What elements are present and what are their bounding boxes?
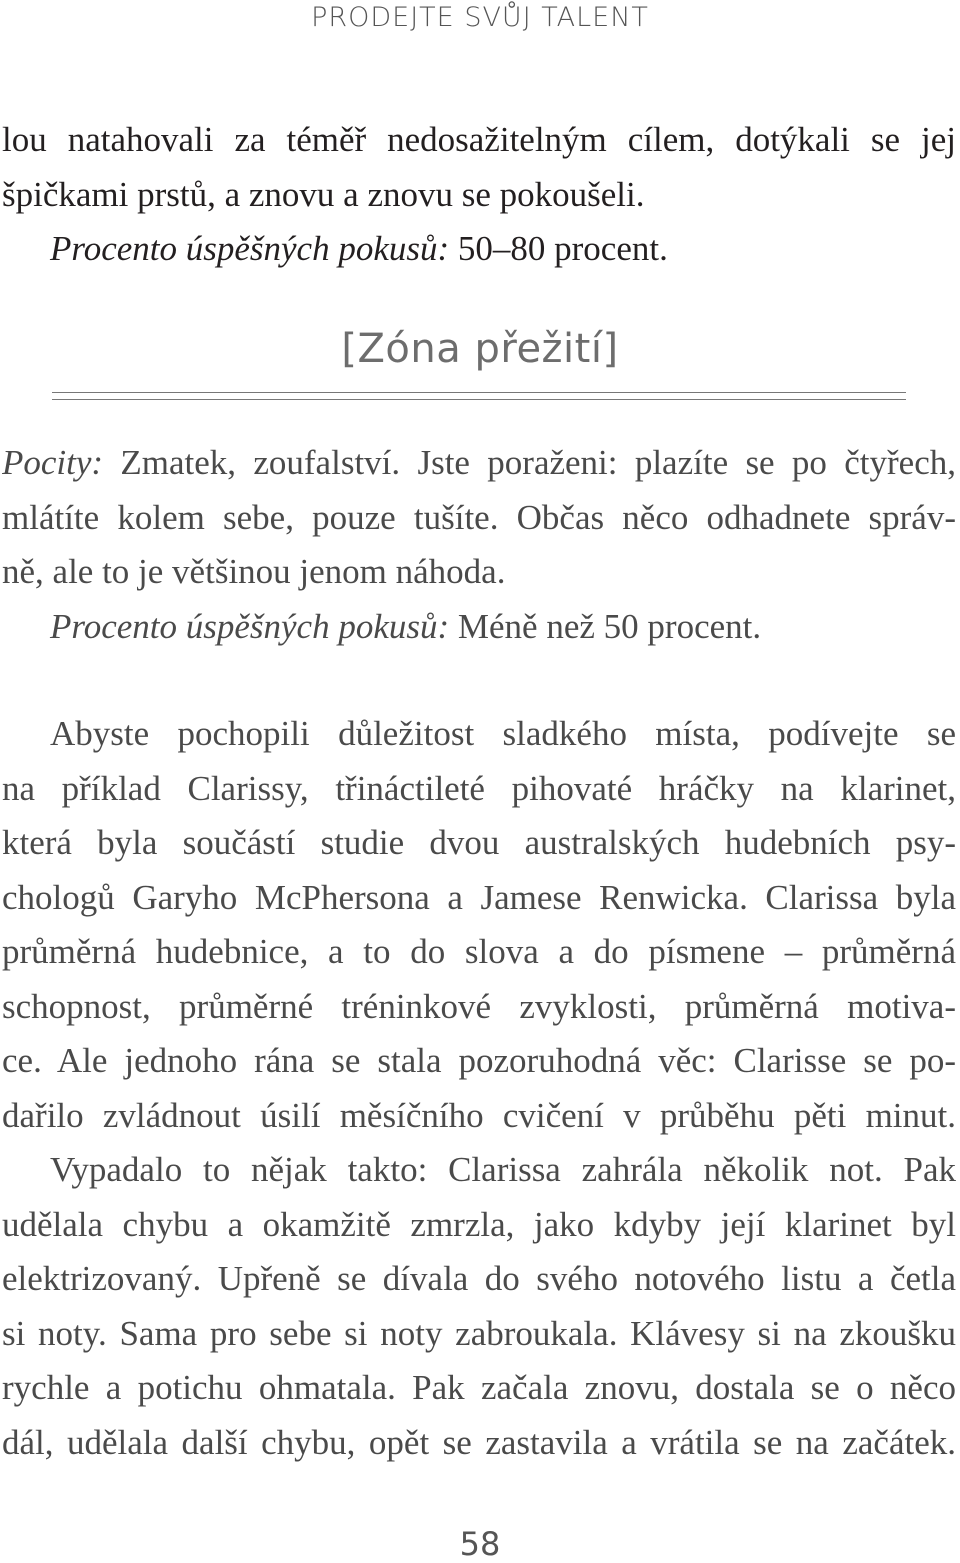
heading-rule-bottom [52,399,906,400]
text-line: schopnost, průměrné tréninkové zvyklosti, průměrná motiva- [2,986,956,1026]
text-line: průměrná hudebnice, a to do slova a do písmene – průměrná [2,932,956,971]
success-rate-value: 50–80 procent. [449,229,668,268]
text-line: která byla součástí studie dvou australských hudebních psy- [2,823,956,862]
success-rate-value: Méně než 50 procent. [449,606,762,646]
section-heading: [Zóna přežití] [341,326,619,372]
paragraph-zone [2,436,956,654]
success-rate-line [2,600,956,655]
text-line: elektrizovaný. Upřeně se dívala do svého notového listu a četla [2,1259,956,1298]
text-line: na příklad Clarissy, třináctileté pihovaté hráčky na klarinet, [2,768,956,808]
text-line: si noty. Sama pro sebe si noty zabroukala. Klávesy si na zkoušku [2,1313,956,1353]
text-line: mlátíte kolem sebe, pouze tušíte. Občas něco odhadnete správ- [2,497,956,537]
paragraph-top [2,113,956,277]
feelings-label: Pocity: [2,443,104,482]
text-line: Vypadalo to nějak takto: Clarissa zahrála několik not. Pak [50,1150,956,1189]
feelings-text: Zmatek, zoufalství. Jste poraženi: plazíte se po čtyřech, [103,443,956,482]
text-line: lou natahovali za téměř nedosažitelným cílem, dotýkali se jej [2,120,956,159]
paragraph-main [2,707,956,1470]
success-rate-label: Procento úspěšných pokusů: [50,606,450,646]
text-line: ně, ale to je většinou jenom náhoda. [2,552,506,591]
text-line: udělala chybu a okamžitě zmrzla, jako kdyby její klarinet byl [2,1204,956,1244]
running-head: PRODEJTE SVŮJ TALENT [311,2,649,33]
feelings-line [2,436,956,491]
success-rate-label: Procento úspěšných pokusů: [50,229,450,268]
success-rate-line [2,222,956,277]
text-line: Abyste pochopili důležitost sladkého místa, podívejte se [50,714,956,753]
text-line: ce. Ale jednoho rána se stala pozoruhodná věc: Clarisse se po- [2,1041,956,1080]
heading-rule-top [52,392,906,393]
text-line: dařilo zvládnout úsilí měsíčního cvičení v průběhu pěti minut. [2,1095,956,1135]
page-number: 58 [459,1525,501,1563]
text-line: dál, udělala další chybu, opět se zastavila a vrátila se na začátek. [2,1422,956,1462]
text-line: chologů Garyho McPhersona a Jamese Renwicka. Clarissa byla [2,877,956,917]
text-line: špičkami prstů, a znovu a znovu se pokoušeli. [2,174,645,214]
text-line: rychle a potichu ohmatala. Pak začala znovu, dostala se o něco [2,1368,956,1407]
